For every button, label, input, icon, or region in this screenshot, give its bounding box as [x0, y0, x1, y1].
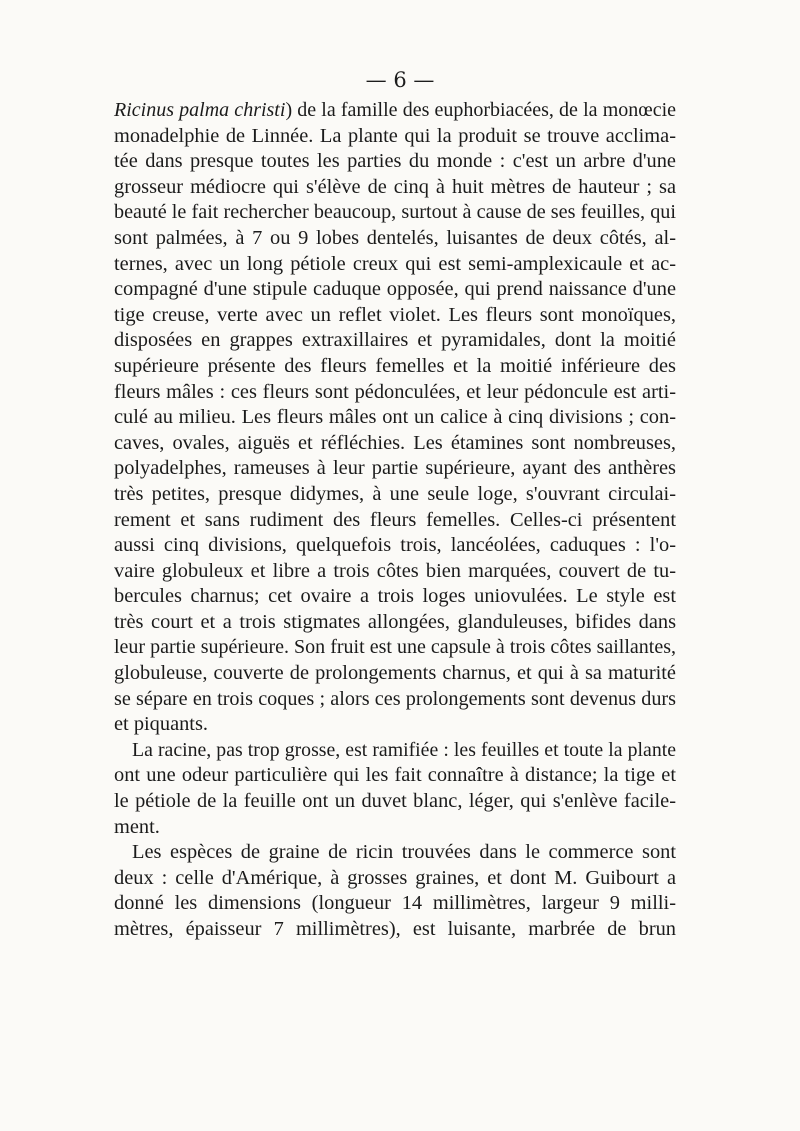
- text-line: [114, 533, 676, 559]
- line-text: vaire globuleux et libre a trois côtes bien marquées, couvert de tu-: [114, 559, 676, 582]
- text-line: [114, 584, 676, 610]
- text-line: [114, 610, 676, 636]
- line-text: sont palmées, à 7 ou 9 lobes dentelés, luisantes de deux côtés, al-: [114, 226, 676, 249]
- line-text: très court et a trois stigmates allongées, glanduleuses, bifides dans: [114, 610, 676, 633]
- paragraph: [114, 98, 676, 738]
- text-line: [114, 482, 676, 508]
- line-text: disposées en grappes extraxillaires et pyramidales, dont la moitié: [114, 329, 676, 352]
- text-line: [114, 98, 676, 124]
- line-text: deux : celle d'Amérique, à grosses graines, et dont M. Guibourt a: [114, 866, 676, 889]
- line-text: rement et sans rudiment des fleurs femelles. Celles-ci présentent: [114, 508, 676, 531]
- text-line: [114, 405, 676, 431]
- line-text: ment.: [114, 815, 160, 838]
- line-text: Les espèces de graine de ricin trouvées dans le commerce sont: [132, 841, 676, 864]
- line-text: caves, ovales, aiguës et réfléchies. Les étamines sont nombreuses,: [114, 431, 676, 454]
- line-text: et piquants.: [114, 713, 209, 736]
- paragraph: [114, 840, 676, 942]
- line-text: aussi cinq divisions, quelquefois trois, lancéolées, caduques : l'o-: [114, 534, 676, 557]
- text-line: [114, 712, 676, 738]
- text-line: [114, 328, 676, 354]
- line-text: ont une odeur particulière qui les fait connaître à distance; la tige et: [114, 764, 676, 787]
- text-line: [114, 866, 676, 892]
- text-line: [114, 840, 676, 866]
- line-text: polyadelphes, rameuses à leur partie supérieure, ayant des anthères: [114, 457, 676, 480]
- line-text: donné les dimensions (longueur 14 millimètres, largeur 9 milli-: [114, 892, 676, 915]
- text-line: [114, 559, 676, 585]
- line-text: supérieure présente des fleurs femelles et la moitié inférieure des: [114, 354, 676, 377]
- line-text: fleurs mâles : ces fleurs sont pédonculées, et leur pédoncule est arti-: [114, 380, 676, 403]
- body-text: [114, 98, 676, 943]
- line-text: mètres, épaisseur 7 millimètres), est luisante, marbrée de brun: [114, 918, 676, 940]
- line-text: La racine, pas trop grosse, est ramifiée : les feuilles et toute la plante: [132, 738, 676, 761]
- line-text: tée dans presque toutes les parties du monde : c'est un arbre d'une: [114, 150, 676, 173]
- line-text: globuleuse, couverte de prolongements charnus, et qui à sa maturité: [114, 662, 676, 685]
- text-line: [114, 661, 676, 687]
- text-line: [114, 508, 676, 534]
- text-line: [114, 763, 676, 789]
- line-text: le pétiole de la feuille ont un duvet blanc, léger, qui s'enlève facile-: [114, 790, 676, 813]
- text-line: [114, 635, 676, 661]
- line-text: très petites, presque didymes, à une seule loge, s'ouvrant circulai-: [114, 482, 676, 505]
- text-line: [114, 252, 676, 278]
- line-text: ) de la famille des euphorbiacées, de la monœcie: [285, 99, 677, 121]
- line-text: leur partie supérieure. Son fruit est une capsule à trois côtes saillantes,: [114, 636, 676, 659]
- text-line: [114, 738, 676, 764]
- text-line: [114, 891, 676, 917]
- text-line: [114, 815, 676, 841]
- text-line: [114, 277, 676, 303]
- text-line: [114, 380, 676, 406]
- text-line: [114, 431, 676, 457]
- line-text: monadelphie de Linnée. La plante qui la produit se trouve acclima-: [114, 124, 676, 147]
- text-line: [114, 456, 676, 482]
- text-line: [114, 789, 676, 815]
- text-line: [114, 124, 676, 150]
- text-line: [114, 354, 676, 380]
- line-text: beauté le fait rechercher beaucoup, surtout à cause de ses feuilles, qui: [114, 201, 676, 224]
- text-line: [114, 226, 676, 252]
- line-text: tige creuse, verte avec un reflet violet. Les fleurs sont monoïques,: [114, 303, 676, 326]
- line-text: ternes, avec un long pétiole creux qui est semi-amplexicaule et ac-: [114, 252, 676, 275]
- text-line: [114, 303, 676, 329]
- italic-term: Ricinus palma christi: [114, 99, 286, 121]
- line-text: grosseur médiocre qui s'élève de cinq à huit mètres de hauteur ; sa: [114, 175, 676, 198]
- line-text: se sépare en trois coques ; alors ces prolongements sont devenus durs: [114, 687, 676, 710]
- line-text: compagné d'une stipule caduque opposée, qui prend naissance d'une: [114, 278, 676, 301]
- line-text: culé au milieu. Les fleurs mâles ont un calice à cinq divisions ; con-: [114, 406, 676, 429]
- text-line: [114, 175, 676, 201]
- line-text: bercules charnus; cet ovaire a trois loges uniovulées. Le style est: [114, 585, 676, 608]
- text-line: [114, 200, 676, 226]
- text-line: [114, 687, 676, 713]
- paragraph: [114, 738, 676, 840]
- page-number: — 6 —: [365, 68, 435, 92]
- text-line: [114, 917, 676, 943]
- text-line: [114, 149, 676, 175]
